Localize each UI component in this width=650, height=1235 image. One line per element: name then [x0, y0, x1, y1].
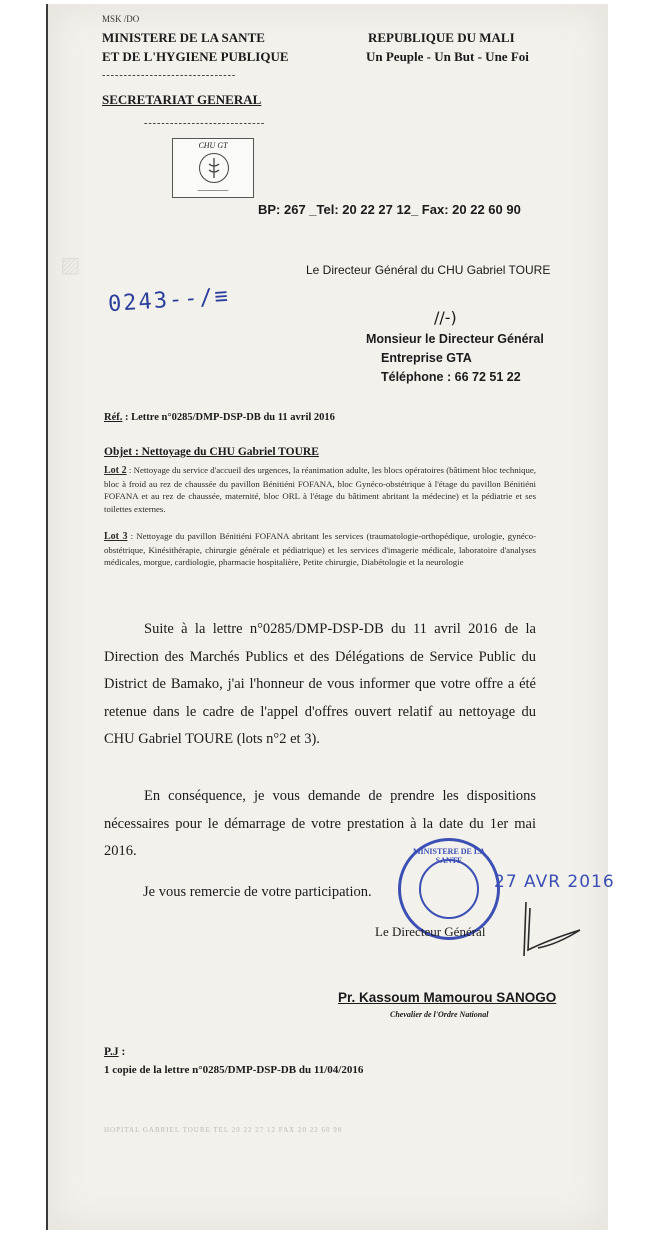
lot-text: : Nettoyage du service d'accueil des urgences, la réanimation adulte, les blocs opératoires (bâtiment bloc technique, bloc à froid au rez de chaussée du pavillon Bénitiéni FOFANA, bloc Gynéco-obstétrique à l'étage du pavillon Bénitiéni FOFANA et au rez de chaussée, maternité, bloc ORL à l'étage du bâtiment abritant la médecine) et la pédiatrie et ses toilettes externes.	[104, 465, 537, 514]
caduceus-icon	[199, 153, 229, 183]
lot-3-paragraph	[104, 530, 536, 569]
signatory-distinction: Chevalier de l'Ordre National	[390, 1010, 489, 1019]
body-paragraph-1: Suite à la lettre n°0285/DMP-DSP-DB du 11 avril 2016 de la Direction des Marchés Publics et des Délégations de Service Public du District de Bamako, j'ai l'honneur de vous informer que votre offre a été retenue dans le cadre de l'appel d'offres ouvert relatif au nettoyage du CHU Gabriel TOURE (lots n°2 et 3).	[104, 621, 536, 747]
sender-title: Le Directeur Général du CHU Gabriel TOURE	[306, 263, 551, 277]
signature-scribble	[508, 900, 588, 960]
lot-label: Lot 2	[104, 465, 127, 476]
lot-label: Lot 3	[104, 531, 128, 542]
chu-logo	[172, 138, 254, 198]
signatory-title: Le Directeur Général	[375, 924, 486, 939]
reference-text: : Lettre n°0285/DMP-DSP-DB du 11 avril 2016	[122, 412, 335, 423]
subject-line: Objet : Nettoyage du CHU Gabriel TOURE	[104, 446, 319, 458]
stamp-text: MINISTERE DE LA SANTE	[412, 847, 485, 865]
reference-line	[104, 412, 335, 423]
footer-text: HOPITAL GABRIEL TOURE TEL 20 22 27 12 FAX 20 22 60 90	[104, 1126, 343, 1134]
ref-initials: MSK /DO	[102, 14, 140, 24]
republic-label: REPUBLIQUE DU MALI	[368, 30, 515, 45]
divider-dots: -------------------------------	[102, 70, 237, 81]
contact-line: BP: 267 _Tel: 20 22 27 12_ Fax: 20 22 60 90	[258, 202, 521, 217]
motto: Un Peuple - Un But - Une Foi	[366, 49, 529, 64]
secretariat-block	[102, 92, 265, 129]
body-paragraph-3: Je vous remercie de votre participation.	[143, 884, 372, 900]
attachment-item: 1 copie de la lettre n°0285/DMP-DSP-DB du 11/04/2016	[104, 1064, 364, 1076]
logo-text: CHU GT	[198, 141, 228, 150]
reference-label: Réf.	[104, 412, 123, 423]
divider-dots: ----------------------------	[144, 118, 266, 129]
pj-label: P.J	[104, 1046, 119, 1058]
handwritten-mark: //-)	[434, 308, 457, 327]
secretariat-label: SECRETARIAT GENERAL	[102, 92, 262, 107]
republic-block	[366, 28, 529, 66]
recipient-line3: Téléphone : 66 72 51 22	[381, 370, 521, 384]
handwritten-number: 0243--/≡	[107, 283, 231, 318]
recipient-line1: Monsieur le Directeur Général	[366, 332, 544, 346]
lot-text: : Nettoyage du pavillon Bénitiéni FOFANA abritant les services (traumatologie-orthopédique, urologie, gynéco-obstétrique, Kinésithérapie, chirurgie générale et pédiatrique) et les services d'imagerie médicale, laboratoire d'analyses médicales, morgue, cardiologie, pharmacie hospitalière, Petite chirurgie, Diabétologie et la neurologie	[104, 531, 537, 567]
ministry-line2: ET DE L'HYGIENE PUBLIQUE	[102, 49, 289, 64]
attachments-label	[104, 1046, 125, 1058]
logo-fine-print: ▔▔▔▔▔▔▔▔▔▔	[197, 190, 229, 195]
lot-2-paragraph	[104, 464, 536, 515]
pj-colon: :	[118, 1046, 126, 1058]
date-stamp: 27 AVR 2016	[494, 872, 615, 892]
show-through-mark: ▨	[60, 252, 81, 277]
ministry-line1: MINISTERE DE LA SANTE	[102, 30, 265, 45]
ministry-block	[102, 28, 289, 85]
body-paragraph-2: En conséquence, je vous demande de prendre les dispositions nécessaires pour le démarrage de votre prestation à la date du 1er mai 2016.	[104, 788, 536, 859]
recipient-line2: Entreprise GTA	[381, 351, 472, 365]
signatory-name: Pr. Kassoum Mamourou SANOGO	[338, 990, 557, 1005]
stamp-inner-ring	[419, 859, 479, 919]
